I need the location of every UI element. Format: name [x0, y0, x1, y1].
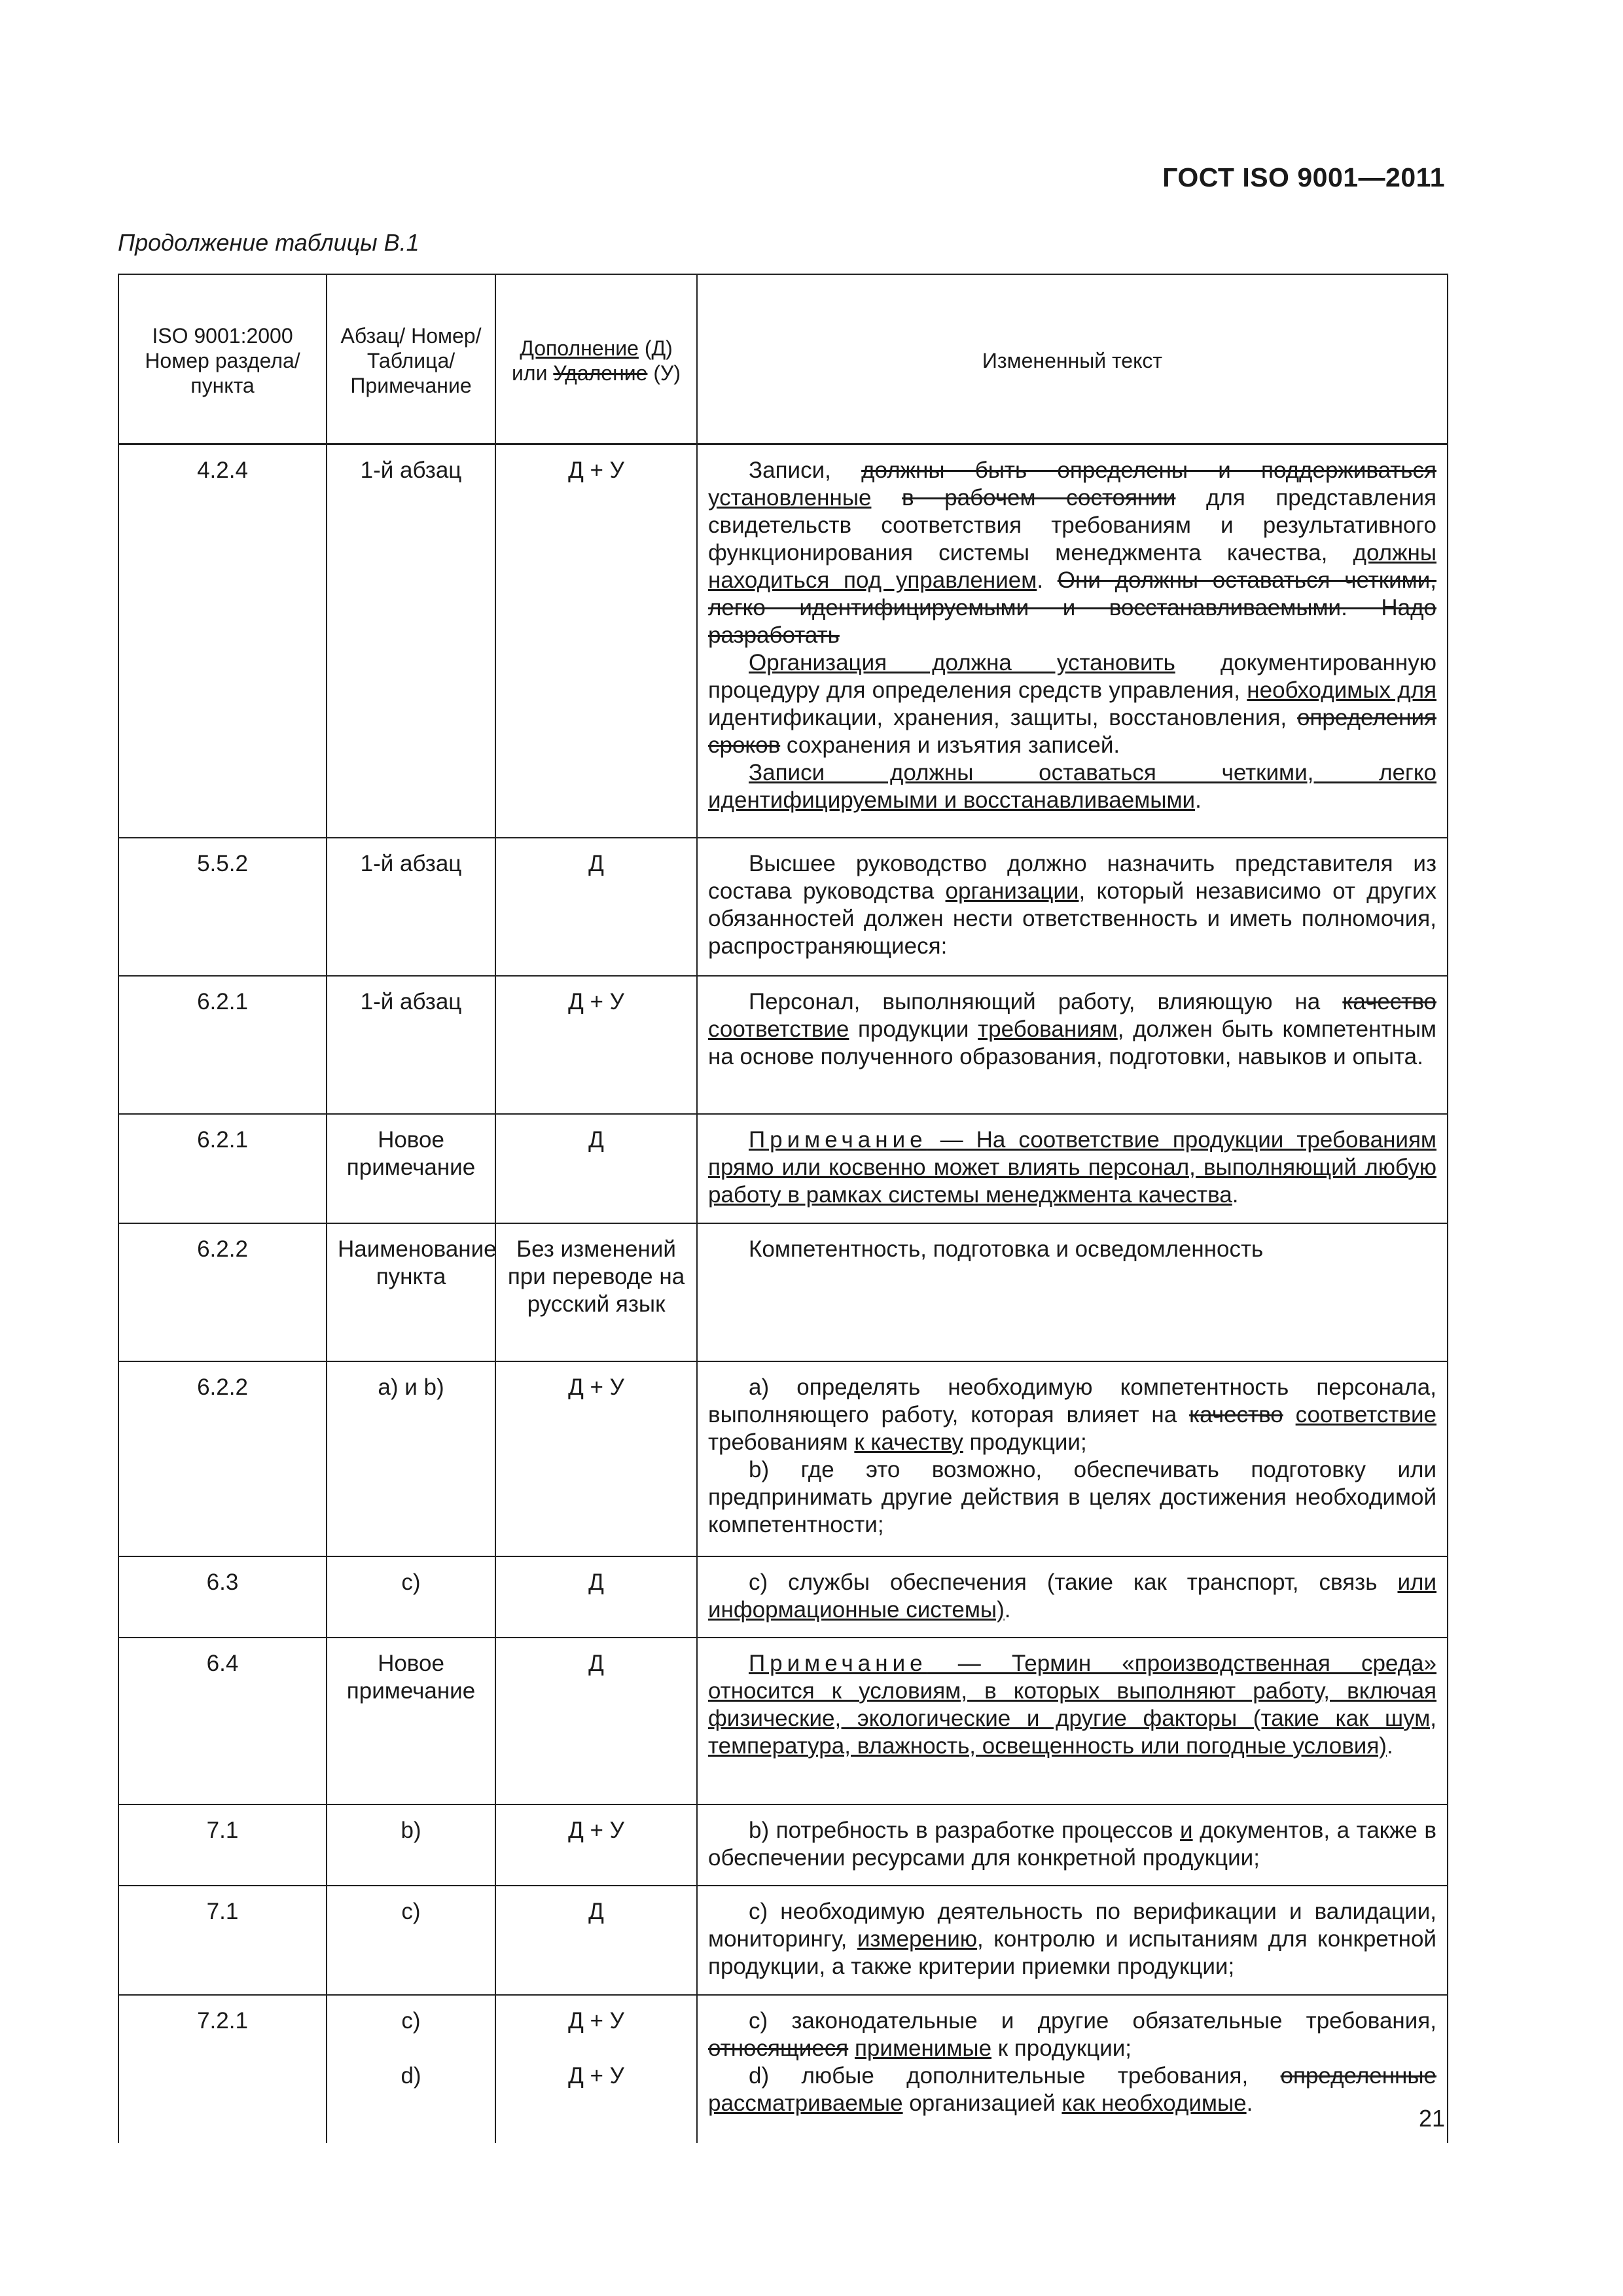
added-text: Примечание: [749, 1126, 927, 1153]
added-text: или информационные системы): [708, 1569, 1436, 1623]
cell-paragraph: Наименование пункта: [327, 1223, 495, 1361]
table-row: [118, 838, 1448, 976]
cell-section-number: 6.2.1: [118, 1114, 327, 1223]
deleted-text: в рабочем состоянии: [902, 485, 1176, 511]
added-text: рассматриваемые: [708, 2090, 903, 2116]
text-paragraph: [708, 2062, 1436, 2117]
text-segment: d) любые дополнительные требования,: [749, 2062, 1281, 2089]
cell-section-number: 5.5.2: [118, 838, 327, 976]
text-segment: к продукции;: [991, 2035, 1132, 2061]
header-deletion: Удаление: [553, 361, 648, 385]
text-paragraph: [708, 1456, 1436, 1539]
table-row: [118, 1361, 1448, 1556]
deleted-text: качество: [1342, 988, 1436, 1014]
added-text: организации: [945, 878, 1079, 904]
text-segment: .: [1232, 1181, 1239, 1208]
cell-section-number: 6.2.2: [118, 1361, 327, 1556]
cell-changed-text: [697, 1556, 1448, 1638]
page-number: 21: [1418, 2105, 1445, 2132]
table-row: [118, 1886, 1448, 1995]
cell-change-type: [495, 1995, 697, 2143]
cell-changed-text: [697, 838, 1448, 976]
added-text: как необходимые: [1061, 2090, 1247, 2116]
cell-changed-text: [697, 1223, 1448, 1361]
table-row: [118, 1638, 1448, 1804]
cell-change-type: Д: [495, 1886, 697, 1995]
header-or: или: [512, 361, 554, 385]
text-segment: , который независимо от других обязанностей должен нести ответственность и иметь полномочия, распространяющиеся:: [708, 878, 1436, 959]
cell-changed-text: [697, 1995, 1448, 2143]
text-segment: Компетентность, подготовка и осведомленность: [749, 1236, 1264, 1262]
text-segment: , должен быть компетентным на основе полученного образования, подготовки, навыков и опыта.: [708, 1016, 1436, 1069]
table-row: [118, 1556, 1448, 1638]
text-segment: .: [1004, 1596, 1011, 1623]
text-segment: , контролю и испытаниям для конкретной продукции, а также критерии приемки продукции;: [708, 1926, 1436, 1979]
deleted-text: определения сроков: [708, 705, 1436, 758]
header-section-number: ISO 9001:2000 Номер раздела/ пункта: [118, 274, 327, 444]
text-paragraph: [708, 759, 1436, 814]
cell-change-type: Д + У: [495, 1804, 697, 1886]
text-segment: b) где это возможно, обеспечивать подготовку или предпринимать другие действия в целях достижения необходимой компетентности;: [708, 1456, 1436, 1537]
text-segment: идентификации, хранения, защиты, восстановления,: [708, 705, 1297, 730]
text-segment: c) законодательные и другие обязательные требования,: [749, 2007, 1436, 2034]
text-segment: .: [1195, 787, 1202, 813]
text-paragraph: [708, 988, 1436, 1071]
cell-paragraph: [327, 1995, 495, 2143]
cell-section-number: 4.2.4: [118, 444, 327, 838]
deleted-text: Они должны оставаться четкими, легко идентифицируемыми и восстанавливаемыми. Надо разработать: [708, 567, 1436, 648]
text-segment: b) потребность в разработке процессов: [749, 1817, 1181, 1843]
text-segment: продукции;: [963, 1429, 1087, 1455]
added-text: Примечание: [749, 1650, 927, 1676]
table-row: [118, 1223, 1448, 1361]
added-text: Записи должны оставаться четкими, легко идентифицируемыми и восстанавливаемыми: [708, 760, 1436, 813]
text-segment: .: [1386, 1732, 1393, 1759]
cell-paragraph: 1-й абзац: [327, 838, 495, 976]
cell-change-type: Д: [495, 838, 697, 976]
added-text: измерению: [857, 1926, 978, 1952]
added-text: Организация должна установить: [749, 650, 1175, 675]
standard-designation: ГОСТ ISO 9001—2011: [1162, 162, 1445, 192]
added-text: и: [1180, 1817, 1193, 1843]
table-row: [118, 444, 1448, 838]
cell-section-number: 7.1: [118, 1804, 327, 1886]
added-text: — На соответствие продукции требованиям прямо или косвенно может влиять персонал, выполняющий любую работу в рамках системы менеджмента качества: [708, 1126, 1436, 1208]
text-segment: [1283, 1402, 1296, 1427]
cell-changed-text: [697, 976, 1448, 1114]
cell-section-number: 6.2.2: [118, 1223, 327, 1361]
added-text: установленные: [708, 485, 872, 511]
deleted-text: определенные: [1280, 2062, 1436, 2089]
text-segment: a) определять необходимую компетентность персонала, выполняющего работу, которая влияет на: [708, 1374, 1436, 1427]
cell-section-number: 6.3: [118, 1556, 327, 1638]
text-segment: [848, 2036, 855, 2061]
cell-change-type: Д: [495, 1114, 697, 1223]
added-text: должны находиться под управлением: [708, 540, 1436, 593]
cell-change-type: Д + У: [495, 976, 697, 1114]
added-text: соответствие: [708, 1016, 849, 1042]
text-segment: Персонал, выполняющий работу, влияющую на: [749, 988, 1343, 1014]
header-deletion-code: (У): [647, 361, 681, 385]
text-paragraph: [708, 1898, 1436, 1981]
text-paragraph: [708, 2007, 1436, 2062]
paragraph-label: d): [401, 2062, 421, 2089]
added-text: — Термин «производственная среда» относится к условиям, в которых выполняют работу, включая физические, экологические и другие факторы (такие как шум, температура, влажность, освещенность или погодные условия): [708, 1650, 1436, 1759]
change-type-label: Д + У: [568, 2007, 624, 2034]
cell-paragraph: Новое примечание: [327, 1638, 495, 1804]
text-paragraph: [708, 1374, 1436, 1456]
text-segment: продукции: [849, 1016, 978, 1042]
text-segment: .: [1246, 2090, 1253, 2116]
added-text: требованиям: [978, 1016, 1118, 1042]
header-addition-code: (Д): [638, 336, 673, 360]
added-text: к качеству: [854, 1429, 963, 1455]
cell-paragraph: Новое примечание: [327, 1114, 495, 1223]
deleted-text: относящиеся: [708, 2035, 849, 2061]
cell-change-type: Д: [495, 1638, 697, 1804]
table-row: [118, 1804, 1448, 1886]
added-text: применимые: [854, 2035, 992, 2061]
text-paragraph: [708, 1817, 1436, 1872]
table-row: [118, 976, 1448, 1114]
cell-change-type: Д: [495, 1556, 697, 1638]
added-text: соответствие: [1295, 1401, 1436, 1427]
cell-change-type: Д + У: [495, 444, 697, 838]
header-changed-text: Измененный текст: [697, 274, 1448, 444]
cell-paragraph: c): [327, 1556, 495, 1638]
header-addition: Дополнение: [520, 336, 639, 360]
text-segment: Высшее руководство должно назначить представителя из состава руководства: [708, 850, 1436, 904]
cell-paragraph: 1-й абзац: [327, 444, 495, 838]
added-text: необходимых для: [1247, 677, 1436, 703]
deleted-text: качество: [1189, 1401, 1283, 1427]
text-segment: c) необходимую деятельность по верификации и валидации, мониторингу,: [708, 1898, 1436, 1952]
text-paragraph: [708, 1569, 1436, 1624]
change-type-label: Д + У: [568, 2062, 624, 2089]
text-segment: документированную процедуру для определения средств управления,: [708, 650, 1437, 703]
cell-paragraph: a) и b): [327, 1361, 495, 1556]
text-paragraph: [708, 1236, 1436, 1263]
text-paragraph: [708, 1650, 1436, 1760]
text-segment: сохранения и изъятия записей.: [780, 732, 1120, 758]
deleted-text: должны быть определены и поддерживаться: [861, 457, 1436, 483]
cell-changed-text: [697, 1114, 1448, 1223]
cell-section-number: 7.1: [118, 1886, 327, 1995]
cell-paragraph: b): [327, 1804, 495, 1886]
text-segment: организацией: [902, 2090, 1062, 2116]
cell-paragraph: c): [327, 1886, 495, 1995]
cell-changed-text: [697, 1638, 1448, 1804]
text-paragraph: [708, 850, 1436, 960]
text-segment: Записи,: [749, 457, 862, 483]
text-segment: для представления свидетельств соответствия требованиям и результативного функционирования системы менеджмента качества,: [708, 485, 1436, 565]
cell-changed-text: [697, 1886, 1448, 1995]
text-paragraph: [708, 649, 1436, 759]
table-caption: Продолжение таблицы В.1: [118, 229, 419, 256]
cell-section-number: 6.4: [118, 1638, 327, 1804]
table-body: [118, 444, 1448, 2143]
table-row: [118, 1995, 1448, 2143]
cell-changed-text: [697, 444, 1448, 838]
cell-change-type: Д + У: [495, 1361, 697, 1556]
text-segment: [871, 485, 902, 511]
cell-changed-text: [697, 1361, 1448, 1556]
cell-section-number: 6.2.1: [118, 976, 327, 1114]
cell-section-number: 7.2.1: [118, 1995, 327, 2143]
text-segment: .: [1037, 567, 1058, 593]
paragraph-label: c): [401, 2007, 421, 2034]
cell-change-type: Без изменений при переводе на русский язык: [495, 1223, 697, 1361]
table-header-row: [118, 274, 1448, 444]
cell-changed-text: [697, 1804, 1448, 1886]
header-paragraph: Абзац/ Номер/ Таблица/ Примечание: [327, 274, 495, 444]
header-change-type: [495, 274, 697, 444]
text-paragraph: [708, 1126, 1436, 1209]
table-row: [118, 1114, 1448, 1223]
changes-table: [118, 274, 1448, 2143]
text-segment: требованиям: [708, 1429, 855, 1455]
text-segment: документов, а также в обеспечении ресурсами для конкретной продукции;: [708, 1817, 1436, 1871]
text-segment: c) службы обеспечения (такие как транспорт, связь: [749, 1569, 1398, 1595]
cell-paragraph: 1-й абзац: [327, 976, 495, 1114]
text-paragraph: [708, 457, 1436, 649]
